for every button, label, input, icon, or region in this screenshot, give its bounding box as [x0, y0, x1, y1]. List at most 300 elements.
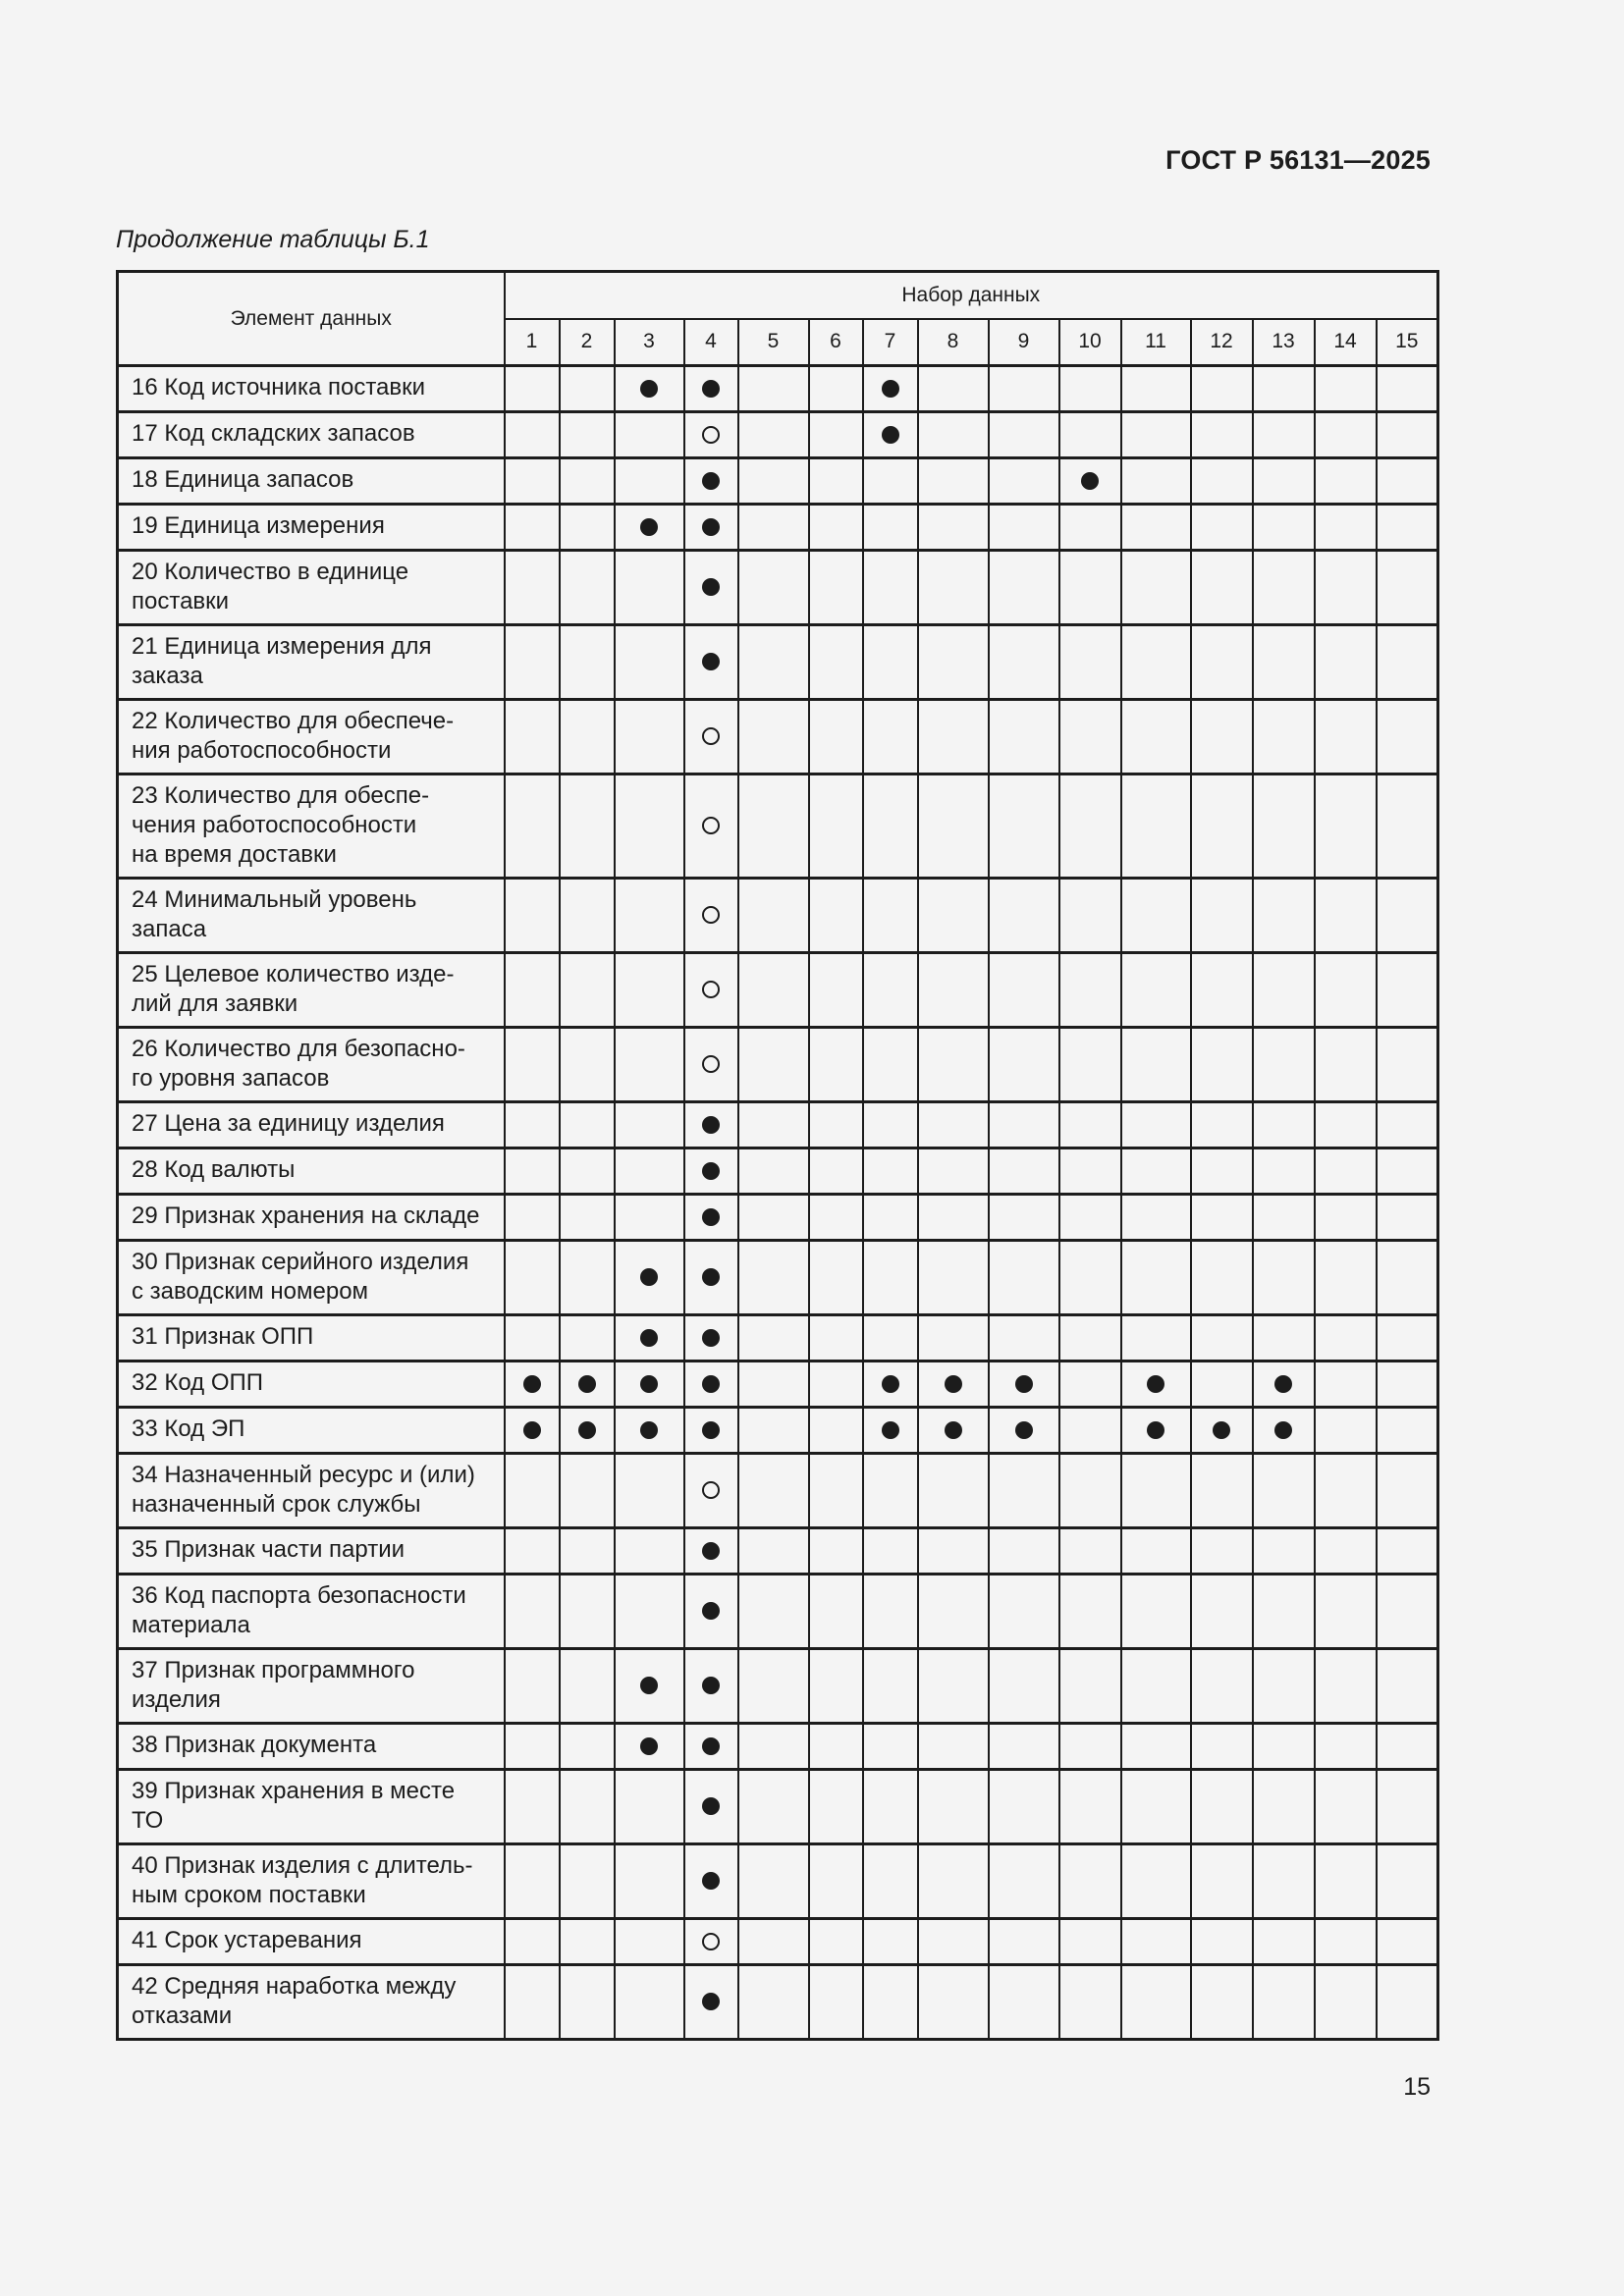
mark-cell	[1315, 1575, 1377, 1649]
mark-cell	[809, 1844, 863, 1919]
mark-cell	[1377, 1241, 1438, 1315]
filled-circle-icon	[702, 1737, 720, 1755]
mark-cell	[684, 505, 738, 551]
mark-cell	[1253, 412, 1315, 458]
mark-cell	[809, 774, 863, 879]
mark-cell	[1377, 1408, 1438, 1454]
column-header-9: 9	[989, 319, 1059, 366]
mark-cell	[1191, 551, 1253, 625]
mark-cell	[918, 1575, 989, 1649]
hollow-circle-icon	[702, 981, 720, 998]
data-element-name: 30 Признак серийного изделия с заводским номером	[118, 1241, 505, 1315]
document-header: ГОСТ Р 56131—2025	[1165, 145, 1431, 175]
mark-cell	[505, 625, 560, 700]
mark-cell	[1315, 551, 1377, 625]
mark-cell	[615, 1102, 684, 1148]
mark-cell	[1253, 505, 1315, 551]
mark-cell	[684, 1148, 738, 1195]
column-header-13: 13	[1253, 319, 1315, 366]
mark-cell	[505, 1148, 560, 1195]
data-element-name: 41 Срок устаревания	[118, 1919, 505, 1965]
mark-cell	[1377, 1724, 1438, 1770]
mark-cell	[1059, 1195, 1121, 1241]
mark-cell	[989, 1919, 1059, 1965]
mark-cell	[863, 1315, 918, 1362]
mark-cell	[1253, 953, 1315, 1028]
data-element-name: 25 Целевое количество изде- лий для заявки	[118, 953, 505, 1028]
mark-cell	[1377, 1362, 1438, 1408]
filled-circle-icon	[1015, 1421, 1033, 1439]
data-element-name: 39 Признак хранения в месте ТО	[118, 1770, 505, 1844]
table-body	[118, 366, 1438, 2040]
mark-cell	[1191, 879, 1253, 953]
mark-cell	[863, 1844, 918, 1919]
filled-circle-icon	[702, 1162, 720, 1180]
mark-cell	[809, 366, 863, 412]
mark-cell	[1121, 1649, 1191, 1724]
mark-cell	[1121, 366, 1191, 412]
mark-cell	[1191, 625, 1253, 700]
filled-circle-icon	[1147, 1375, 1164, 1393]
table-row	[118, 1844, 1438, 1919]
filled-circle-icon	[882, 1375, 899, 1393]
filled-circle-icon	[523, 1421, 541, 1439]
column-header-8: 8	[918, 319, 989, 366]
mark-cell	[505, 1195, 560, 1241]
mark-cell	[1377, 1315, 1438, 1362]
mark-cell	[809, 1575, 863, 1649]
mark-cell	[738, 1315, 809, 1362]
filled-circle-icon	[640, 1329, 658, 1347]
mark-cell	[1377, 953, 1438, 1028]
mark-cell	[809, 1315, 863, 1362]
mark-cell	[684, 1649, 738, 1724]
data-element-name: 36 Код паспорта безопасности материала	[118, 1575, 505, 1649]
mark-cell	[863, 879, 918, 953]
dataset-group-header: Набор данных	[505, 272, 1438, 319]
mark-cell	[1121, 458, 1191, 505]
mark-cell	[1253, 1195, 1315, 1241]
mark-cell	[1377, 1148, 1438, 1195]
mark-cell	[615, 458, 684, 505]
table-row	[118, 412, 1438, 458]
mark-cell	[1121, 412, 1191, 458]
mark-cell	[1315, 1102, 1377, 1148]
mark-cell	[505, 1528, 560, 1575]
table-row	[118, 1724, 1438, 1770]
table-caption: Продолжение таблицы Б.1	[116, 226, 430, 253]
filled-circle-icon	[1274, 1421, 1292, 1439]
mark-cell	[1377, 879, 1438, 953]
mark-cell	[505, 1724, 560, 1770]
mark-cell	[1191, 1241, 1253, 1315]
mark-cell	[1059, 412, 1121, 458]
filled-circle-icon	[640, 1375, 658, 1393]
mark-cell	[918, 1724, 989, 1770]
mark-cell	[505, 1362, 560, 1408]
mark-cell	[989, 1028, 1059, 1102]
mark-cell	[684, 1575, 738, 1649]
mark-cell	[738, 1965, 809, 2040]
mark-cell	[505, 1028, 560, 1102]
mark-cell	[863, 1408, 918, 1454]
mark-cell	[1253, 458, 1315, 505]
mark-cell	[989, 625, 1059, 700]
mark-cell	[615, 1148, 684, 1195]
mark-cell	[1253, 1028, 1315, 1102]
mark-cell	[863, 1454, 918, 1528]
mark-cell	[738, 1528, 809, 1575]
mark-cell	[1377, 1528, 1438, 1575]
hollow-circle-icon	[702, 426, 720, 444]
hollow-circle-icon	[702, 906, 720, 924]
mark-cell	[918, 700, 989, 774]
hollow-circle-icon	[702, 1055, 720, 1073]
mark-cell	[560, 879, 615, 953]
mark-cell	[1253, 366, 1315, 412]
mark-cell	[615, 953, 684, 1028]
mark-cell	[684, 1965, 738, 2040]
mark-cell	[918, 1919, 989, 1965]
mark-cell	[615, 1315, 684, 1362]
mark-cell	[1377, 366, 1438, 412]
mark-cell	[615, 1965, 684, 2040]
mark-cell	[1315, 700, 1377, 774]
mark-cell	[738, 1844, 809, 1919]
mark-cell	[863, 1770, 918, 1844]
data-element-name: 34 Назначенный ресурс и (или) назначенный срок службы	[118, 1454, 505, 1528]
mark-cell	[1253, 1148, 1315, 1195]
data-element-name: 33 Код ЭП	[118, 1408, 505, 1454]
mark-cell	[684, 1028, 738, 1102]
mark-cell	[809, 1919, 863, 1965]
mark-cell	[615, 1575, 684, 1649]
mark-cell	[918, 1362, 989, 1408]
mark-cell	[989, 1362, 1059, 1408]
mark-cell	[1059, 1315, 1121, 1362]
data-element-name: 18 Единица запасов	[118, 458, 505, 505]
data-element-name: 24 Минимальный уровень запаса	[118, 879, 505, 953]
mark-cell	[1377, 700, 1438, 774]
mark-cell	[1315, 879, 1377, 953]
mark-cell	[863, 1649, 918, 1724]
mark-cell	[505, 1919, 560, 1965]
mark-cell	[615, 366, 684, 412]
mark-cell	[684, 1724, 738, 1770]
mark-cell	[684, 1102, 738, 1148]
mark-cell	[738, 1195, 809, 1241]
mark-cell	[918, 551, 989, 625]
mark-cell	[684, 1770, 738, 1844]
mark-cell	[684, 1241, 738, 1315]
mark-cell	[1121, 1724, 1191, 1770]
mark-cell	[1315, 1919, 1377, 1965]
mark-cell	[505, 1649, 560, 1724]
filled-circle-icon	[702, 1542, 720, 1560]
mark-cell	[918, 1315, 989, 1362]
mark-cell	[918, 1770, 989, 1844]
table-row	[118, 505, 1438, 551]
mark-cell	[505, 953, 560, 1028]
table-header-row-top	[118, 272, 1438, 319]
mark-cell	[615, 412, 684, 458]
filled-circle-icon	[702, 1421, 720, 1439]
mark-cell	[1059, 1575, 1121, 1649]
mark-cell	[809, 1195, 863, 1241]
mark-cell	[738, 1028, 809, 1102]
table-row	[118, 458, 1438, 505]
mark-cell	[684, 366, 738, 412]
hollow-circle-icon	[702, 817, 720, 834]
mark-cell	[615, 1241, 684, 1315]
mark-cell	[1121, 1028, 1191, 1102]
mark-cell	[1121, 774, 1191, 879]
mark-cell	[505, 774, 560, 879]
filled-circle-icon	[702, 1677, 720, 1694]
mark-cell	[560, 1028, 615, 1102]
table-row	[118, 1315, 1438, 1362]
mark-cell	[1377, 1454, 1438, 1528]
mark-cell	[1191, 1028, 1253, 1102]
table-row	[118, 551, 1438, 625]
table-row	[118, 1102, 1438, 1148]
mark-cell	[615, 879, 684, 953]
mark-cell	[684, 1195, 738, 1241]
mark-cell	[989, 879, 1059, 953]
mark-cell	[505, 1408, 560, 1454]
mark-cell	[684, 1844, 738, 1919]
mark-cell	[1253, 700, 1315, 774]
mark-cell	[989, 1315, 1059, 1362]
mark-cell	[1191, 1315, 1253, 1362]
mark-cell	[505, 366, 560, 412]
mark-cell	[505, 505, 560, 551]
table-row	[118, 953, 1438, 1028]
element-header: Элемент данных	[118, 272, 505, 366]
table-row	[118, 700, 1438, 774]
mark-cell	[918, 1408, 989, 1454]
mark-cell	[1253, 879, 1315, 953]
mark-cell	[989, 700, 1059, 774]
table-row	[118, 1148, 1438, 1195]
filled-circle-icon	[578, 1375, 596, 1393]
mark-cell	[560, 1528, 615, 1575]
mark-cell	[1253, 1575, 1315, 1649]
mark-cell	[809, 1241, 863, 1315]
data-element-name: 21 Единица измерения для заказа	[118, 625, 505, 700]
mark-cell	[1315, 953, 1377, 1028]
mark-cell	[1059, 1965, 1121, 2040]
mark-cell	[989, 551, 1059, 625]
data-element-name: 27 Цена за единицу изделия	[118, 1102, 505, 1148]
mark-cell	[1377, 412, 1438, 458]
mark-cell	[1315, 1724, 1377, 1770]
mark-cell	[1059, 625, 1121, 700]
column-header-12: 12	[1191, 319, 1253, 366]
mark-cell	[809, 1148, 863, 1195]
mark-cell	[1059, 551, 1121, 625]
mark-cell	[1121, 1148, 1191, 1195]
mark-cell	[989, 1454, 1059, 1528]
mark-cell	[1059, 366, 1121, 412]
mark-cell	[809, 1649, 863, 1724]
mark-cell	[505, 1770, 560, 1844]
mark-cell	[1059, 774, 1121, 879]
filled-circle-icon	[882, 380, 899, 398]
mark-cell	[1059, 1028, 1121, 1102]
data-element-name: 35 Признак части партии	[118, 1528, 505, 1575]
mark-cell	[1253, 1770, 1315, 1844]
filled-circle-icon	[640, 1677, 658, 1694]
mark-cell	[1059, 458, 1121, 505]
column-header-14: 14	[1315, 319, 1377, 366]
mark-cell	[1253, 1408, 1315, 1454]
mark-cell	[1377, 1770, 1438, 1844]
mark-cell	[684, 458, 738, 505]
table-row	[118, 1241, 1438, 1315]
mark-cell	[615, 1724, 684, 1770]
mark-cell	[684, 1528, 738, 1575]
data-element-name: 16 Код источника поставки	[118, 366, 505, 412]
mark-cell	[989, 1241, 1059, 1315]
mark-cell	[560, 505, 615, 551]
filled-circle-icon	[702, 1116, 720, 1134]
table-row	[118, 1454, 1438, 1528]
mark-cell	[1315, 1844, 1377, 1919]
column-header-3: 3	[615, 319, 684, 366]
mark-cell	[1059, 1844, 1121, 1919]
mark-cell	[1253, 625, 1315, 700]
mark-cell	[989, 1528, 1059, 1575]
mark-cell	[1315, 458, 1377, 505]
filled-circle-icon	[702, 1993, 720, 2010]
mark-cell	[505, 1965, 560, 2040]
filled-circle-icon	[523, 1375, 541, 1393]
mark-cell	[1121, 953, 1191, 1028]
mark-cell	[863, 953, 918, 1028]
data-element-name: 29 Признак хранения на складе	[118, 1195, 505, 1241]
mark-cell	[560, 953, 615, 1028]
mark-cell	[1191, 1454, 1253, 1528]
mark-cell	[1121, 1965, 1191, 2040]
mark-cell	[989, 1724, 1059, 1770]
mark-cell	[1315, 1195, 1377, 1241]
table-row	[118, 1408, 1438, 1454]
mark-cell	[560, 700, 615, 774]
mark-cell	[809, 551, 863, 625]
mark-cell	[809, 1528, 863, 1575]
mark-cell	[863, 366, 918, 412]
mark-cell	[1253, 1102, 1315, 1148]
mark-cell	[1191, 1965, 1253, 2040]
mark-cell	[809, 1965, 863, 2040]
mark-cell	[615, 1649, 684, 1724]
mark-cell	[615, 700, 684, 774]
mark-cell	[989, 1102, 1059, 1148]
mark-cell	[738, 625, 809, 700]
mark-cell	[738, 505, 809, 551]
mark-cell	[989, 505, 1059, 551]
mark-cell	[738, 1241, 809, 1315]
mark-cell	[1377, 458, 1438, 505]
mark-cell	[1377, 1844, 1438, 1919]
data-element-name: 23 Количество для обеспе- чения работоспособности на время доставки	[118, 774, 505, 879]
mark-cell	[1253, 1528, 1315, 1575]
mark-cell	[560, 1770, 615, 1844]
mark-cell	[738, 774, 809, 879]
mark-cell	[989, 1408, 1059, 1454]
column-header-15: 15	[1377, 319, 1438, 366]
mark-cell	[1315, 1965, 1377, 2040]
mark-cell	[918, 1649, 989, 1724]
mark-cell	[1315, 1241, 1377, 1315]
filled-circle-icon	[702, 1602, 720, 1620]
table-row	[118, 1770, 1438, 1844]
table-row	[118, 366, 1438, 412]
table-row	[118, 1649, 1438, 1724]
mark-cell	[1059, 1408, 1121, 1454]
mark-cell	[1059, 1919, 1121, 1965]
mark-cell	[1059, 1454, 1121, 1528]
column-header-4: 4	[684, 319, 738, 366]
mark-cell	[1377, 1965, 1438, 2040]
data-element-name: 20 Количество в единице поставки	[118, 551, 505, 625]
filled-circle-icon	[702, 380, 720, 398]
mark-cell	[1121, 1241, 1191, 1315]
mark-cell	[505, 412, 560, 458]
mark-cell	[738, 1148, 809, 1195]
mark-cell	[684, 625, 738, 700]
mark-cell	[989, 1649, 1059, 1724]
data-element-name: 19 Единица измерения	[118, 505, 505, 551]
mark-cell	[615, 551, 684, 625]
mark-cell	[738, 879, 809, 953]
mark-cell	[1191, 458, 1253, 505]
filled-circle-icon	[702, 1208, 720, 1226]
mark-cell	[918, 1148, 989, 1195]
mark-cell	[684, 774, 738, 879]
mark-cell	[560, 1454, 615, 1528]
column-header-10: 10	[1059, 319, 1121, 366]
mark-cell	[1377, 1102, 1438, 1148]
mark-cell	[615, 1770, 684, 1844]
mark-cell	[809, 412, 863, 458]
mark-cell	[615, 774, 684, 879]
mark-cell	[560, 1195, 615, 1241]
mark-cell	[918, 1241, 989, 1315]
mark-cell	[1191, 366, 1253, 412]
mark-cell	[615, 1528, 684, 1575]
mark-cell	[918, 505, 989, 551]
filled-circle-icon	[640, 380, 658, 398]
mark-cell	[863, 1575, 918, 1649]
mark-cell	[1253, 1315, 1315, 1362]
mark-cell	[1253, 1362, 1315, 1408]
mark-cell	[505, 1454, 560, 1528]
mark-cell	[918, 366, 989, 412]
mark-cell	[738, 1408, 809, 1454]
mark-cell	[560, 1919, 615, 1965]
filled-circle-icon	[702, 653, 720, 670]
mark-cell	[1121, 1575, 1191, 1649]
mark-cell	[1253, 551, 1315, 625]
mark-cell	[809, 1028, 863, 1102]
mark-cell	[738, 1362, 809, 1408]
mark-cell	[918, 458, 989, 505]
mark-cell	[1121, 1454, 1191, 1528]
mark-cell	[1377, 1919, 1438, 1965]
mark-cell	[1191, 1362, 1253, 1408]
